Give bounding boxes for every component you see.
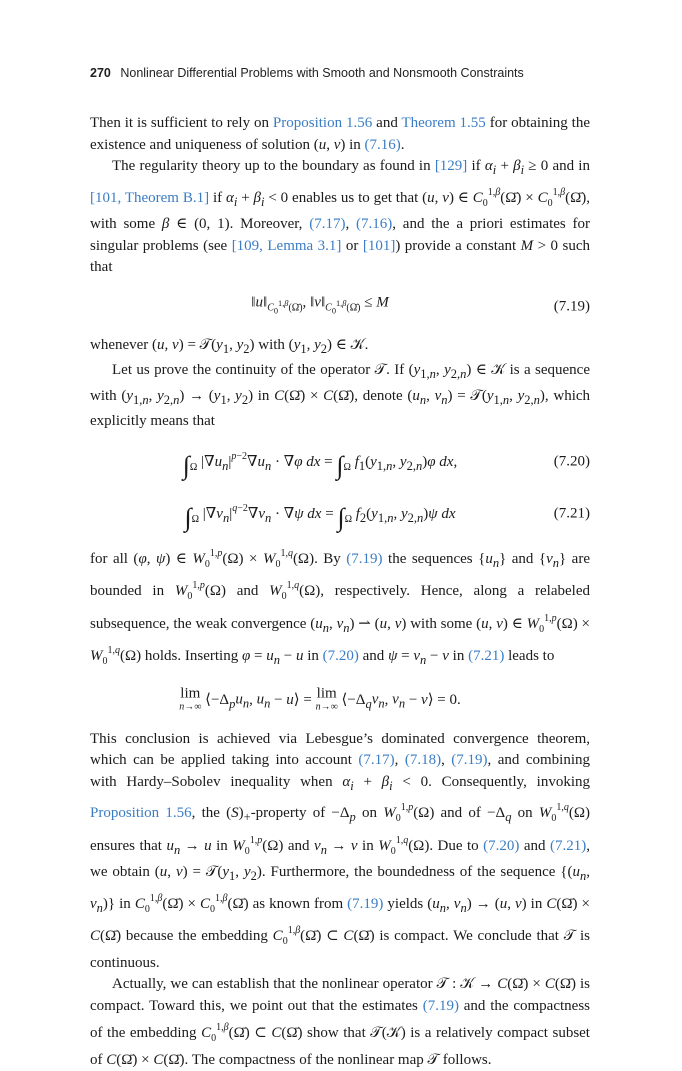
equation-number: (7.20) — [553, 452, 590, 469]
paragraph: Let us prove the continuity of the operator 𝒯. If ($y_{1,n}$, $y_{2,n}$) ∈ 𝒦 is a sequence with ($y_{1,n}$, $y_{2,n}) \to (y_1$, $y_2$) in C(Ω̄) × C(Ω̄), denote ($u_n$, $v_n$) = $𝒯(y_{1,n}$, $y_{2,n}$), which explicitly means that — [90, 362, 591, 429]
ref-link[interactable]: [109, Lemma 3.1] — [231, 237, 342, 254]
running-header — [90, 66, 524, 80]
equation-7-21: $\int_\Omega$ $|\nabla v_n|^{q-2}\nabla v_n \cdot \nabla\psi$ dx = $\int_\Omega$ $f_2(y_{1,n}$, $y_{2,n})\psi$ dx (7.21) — [184, 502, 590, 532]
ref-link[interactable]: (7.16) — [364, 136, 401, 153]
equation-number: (7.19) — [553, 297, 590, 314]
ref-link[interactable]: (7.19) — [346, 550, 383, 567]
ref-link[interactable]: (7.19) — [451, 752, 488, 768]
ref-link[interactable]: Proposition 1.56 — [272, 115, 373, 131]
ref-link[interactable]: (7.19) — [347, 895, 384, 912]
running-title: Nonlinear Differential Problems with Smooth and Nonsmooth Constraints — [120, 66, 524, 80]
paragraph: whenever (u, $v) = 𝒯(y_1$, $y_2$) with ($y_1$, $y_2$) ∈ 𝒦. — [90, 336, 369, 356]
ref-link[interactable]: [101, Theorem B.1] — [90, 189, 210, 206]
equation-number: (7.21) — [553, 504, 590, 521]
equation-7-20: $\int_\Omega$ $|\nabla u_n|^{p-2}\nabla u_n \cdot \nabla\varphi$ dx = $\int_\Omega$ $f_1(y_{1,n}$, $y_{2,n})\varphi$ dx, (7.20) — [182, 450, 590, 480]
ref-link[interactable]: [101] — [362, 237, 396, 254]
ref-link[interactable]: (7.16) — [356, 216, 393, 232]
ref-link[interactable]: (7.21) — [550, 837, 587, 854]
paragraph: Actually, we can establish that the nonlinear operator 𝒯 : 𝒦 → C(Ω̄) × C(Ω̄) is compact. Toward this, we point out that the estimates (7.19) and the compactness of the embedding $C_0^{1,\beta}(\Omegā)$ ⊂ C(Ω̄) show that 𝒯(𝒦) is a relatively compact subset of C(Ω̄) × C(Ω̄). The compactness of the nonlinear map 𝒯 follows. — [90, 976, 590, 1068]
body-text — [90, 113, 590, 1071]
ref-link[interactable]: Theorem 1.55 — [401, 115, 486, 131]
ref-link[interactable]: (7.20) — [483, 837, 520, 854]
paragraph: for all (φ, ψ) ∈ $W_0^{1,p}(\Omega) \times W_0^{1,q}(\Omega)$. By (7.19) the sequences $\{u_n\}$ and $\{v_n\}$ are bounded in $W_0^{1,p}(\Omega)$ and $W_0^{1,q}(\Omega)$, respectively. Hence, along a relabeled subsequence, the weak convergence ($u_n$, $v_n$) ⇀ (u, v) with some (u, v) ∈ $W_0^{1,p}(\Omega) \times W_0^{1,q}(\Omega)$ holds. Inserting $\varphi = u_n - u$ in (7.20) and $\psi = v_n - v$ in (7.21) leads to — [90, 547, 591, 667]
paragraph: The regularity theory up to the boundary as found in [129] if $\alpha_i + \beta_i \ge 0$ and in [101, Theorem B.1] if $\alpha_i + \beta_i < 0$ enables us to get that (u, v) ∈ $C_0^{1,\beta}(\Omegā)$ × $C_0^{1,\beta}(\Omegā)$, with some β ∈ (0, 1). Moreover, (7.17), (7.16), and the a priori estimates for singular problems (see [109, Lemma 3.1] or [101]) provide a constant M > 0 such that — [90, 158, 591, 275]
equation-7-19: $‖u‖_{C_0^{1,\beta}(\Omegā)}$, $‖v‖_{C_0^{1,\beta}(\Omegā)} \le M$ (7.19) — [90, 287, 590, 327]
ref-link[interactable]: (7.18) — [404, 752, 442, 768]
ref-link[interactable]: (7.17) — [358, 752, 395, 768]
ref-link[interactable]: (7.19) — [422, 997, 459, 1014]
page-number: 270 — [90, 66, 111, 80]
paragraph: Then it is sufficient to rely on Proposition 1.56 and Theorem 1.55 for obtaining the existence and uniqueness of solution (u, v) in (7.16). — [90, 115, 590, 153]
ref-link[interactable]: Proposition 1.56 — [90, 805, 192, 821]
paragraph: This conclusion is achieved via Lebesgue’s dominated convergence theorem, which can be applied taking into account (7.17), (7.18), (7.19), and combining with Hardy–Sobolev inequality when $\alpha_i + \beta_i < 0$. Consequently, invoking Proposition 1.56, the $(S)_+$-property of $-\Delta_p$ on $W_0^{1,p}(\Omega)$ and of $-\Delta_q$ on $W_0^{1,q}(\Omega)$ ensures that $u_n \to u$ in $W_0^{1,p}(\Omega)$ and $v_n \to v$ in $W_0^{1,q}(\Omega)$. Due to (7.20) and (7.21), we obtain (u, $v) = 𝒯(y_1$, $y_2$). Furthermore, the boundedness of the sequence {($u_n$, $v_n$)} in $C_0^{1,\beta}(\Omegā)$ × $C_0^{1,\beta}(\Omegā)$ as known from (7.19) yields ($u_n$, $v_n) \to (u$, v) in C(Ω̄) × C(Ω̄) because the embedding $C_0^{1,\beta}(\Omegā)$ ⊂ C(Ω̄) is compact. We conclude that 𝒯 is continuous. — [90, 730, 591, 971]
ref-link[interactable]: (7.17) — [309, 216, 346, 232]
ref-link[interactable]: (7.20) — [322, 648, 359, 664]
equation-limits: lim n→∞ $⟨-\Delta_pu_n$, $u_n$ − u⟩ = lim n→∞ $⟨-\Delta_qv_n$, $v_n$ − v⟩ = 0. — [179, 685, 461, 713]
ref-link[interactable]: [129] — [434, 158, 468, 174]
ref-link[interactable]: (7.21) — [468, 648, 505, 664]
